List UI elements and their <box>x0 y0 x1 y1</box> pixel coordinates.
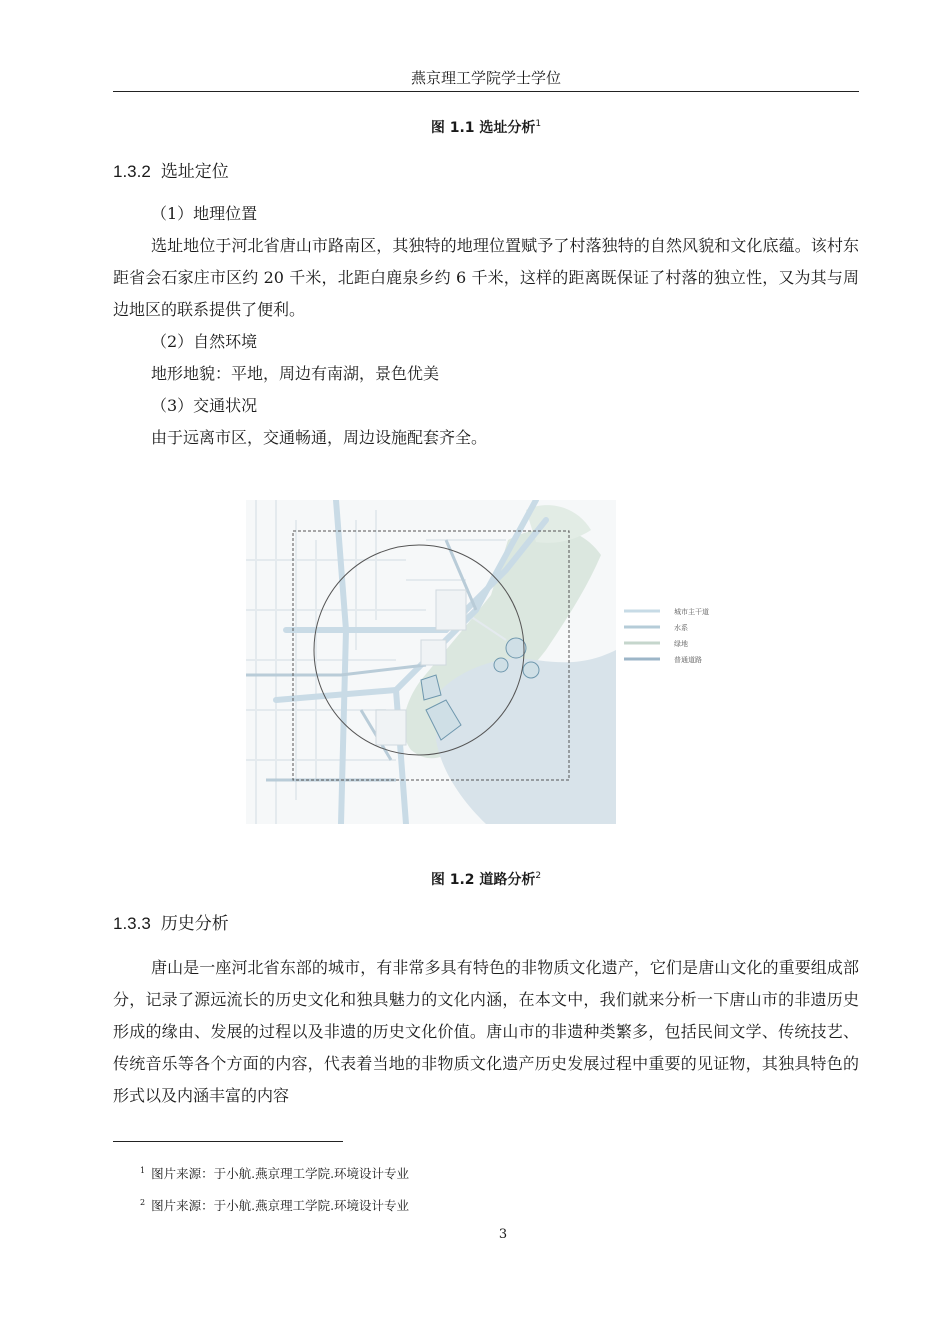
running-header: 燕京理工学院学士学位 <box>410 69 561 87</box>
footnote-text: 图片来源：于小航.燕京理工学院.环境设计专业 <box>151 1198 410 1213</box>
road-analysis-map <box>246 500 718 824</box>
footnote-text: 图片来源：于小航.燕京理工学院.环境设计专业 <box>151 1166 410 1181</box>
section-1-3-2-heading <box>113 161 229 183</box>
item-traffic-label: （3）交通状况 <box>151 396 258 415</box>
nature-text: 地形地貌：平地，周边有南湖，景色优美 <box>151 364 440 383</box>
section-title: 选址定位 <box>160 162 229 182</box>
figure-1-2-caption <box>113 866 859 890</box>
legend-label-1: 水系 <box>674 624 688 632</box>
legend-label-0: 城市主干道 <box>674 608 709 616</box>
geo-paragraph: 选址地位于河北省唐山市路南区，其独特的地理位置赋予了村落独特的自然风貌和文化底蕴。该村东距省会石家庄市区约 20 千米，北距白鹿泉乡约 6 千米，这样的距离既保证了村落的独立性，又为其与周边地区的联系提供了便利。 <box>113 236 859 319</box>
map-legend <box>624 607 709 664</box>
figure-1-1-caption-text: 图 1.1 选址分析 <box>430 120 536 136</box>
item-geo-label: （1）地理位置 <box>151 204 258 223</box>
header-rule <box>113 91 859 92</box>
footnote-1 <box>140 1162 409 1183</box>
footnote-mark: 1 <box>140 1166 146 1175</box>
page-number: 3 <box>498 1227 508 1242</box>
footnote-2 <box>140 1194 409 1215</box>
item-nature-label: （2）自然环境 <box>151 332 258 351</box>
traffic-text: 由于远离市区，交通畅通，周边设施配套齐全。 <box>151 428 488 447</box>
legend-label-3: 普通道路 <box>674 656 702 664</box>
section-title: 历史分析 <box>160 914 229 934</box>
footnote-ref-2[interactable]: 2 <box>535 871 542 881</box>
section-number: 1.3.2 <box>113 162 151 181</box>
map-svg <box>246 500 718 824</box>
section-number: 1.3.3 <box>113 914 151 933</box>
footnote-rule <box>113 1141 343 1142</box>
footnote-ref-1[interactable]: 1 <box>535 119 542 129</box>
footnote-mark: 2 <box>140 1198 146 1207</box>
figure-1-1-caption <box>113 114 859 138</box>
section-1-3-3-heading <box>113 913 229 935</box>
history-paragraph: 唐山是一座河北省东部的城市，有非常多具有特色的非物质文化遗产，它们是唐山文化的重要组成部分，记录了源远流长的历史文化和独具魅力的文化内涵，在本文中，我们就来分析一下唐山市的非遗历史形成的缘由、发展的过程以及非遗的历史文化价值。唐山市的非遗种类繁多，包括民间文学、传统技艺、传统音乐等各个方面的内容，代表着当地的非物质文化遗产历史发展过程中重要的见证物，其独具特色的形式以及内涵丰富的内容 <box>113 958 859 1105</box>
legend-label-2: 绿地 <box>674 640 688 648</box>
figure-1-2-caption-text: 图 1.2 道路分析 <box>430 872 536 888</box>
